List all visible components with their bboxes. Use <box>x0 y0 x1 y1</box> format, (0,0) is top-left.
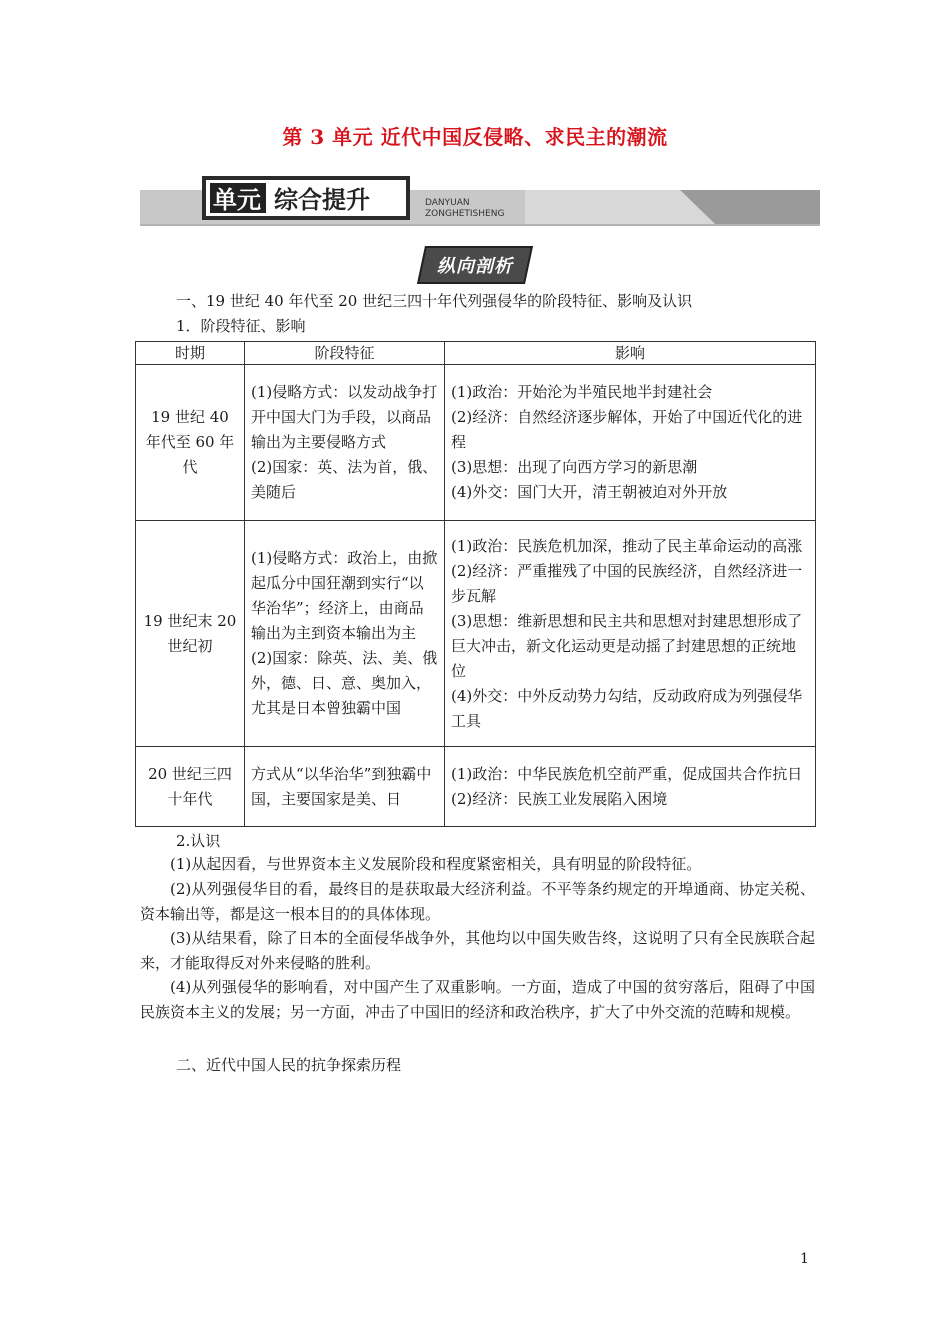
heading-1: 一、19 世纪 40 年代至 20 世纪三四十年代列强侵华的阶段特征、影响及认识 <box>176 292 693 310</box>
impact-cell: (1)政治：民族危机加深，推动了民主革命运动的高涨 (2)经济：严重摧残了中国的民族经济，自然经济进一步瓦解 (3)思想：维新思想和民主共和思想对封建思想形成了巨大冲击，新文化运动更是动摇了封建思想的正统地位 (4)外交：中外反动势力勾结，反动政府成为列强侵华工具 <box>445 521 816 747</box>
period-cell: 19 世纪末 20 世纪初 <box>136 521 245 747</box>
point-3: (3)从结果看，除了日本的全面侵华战争外，其他均以中国失败告终，这说明了只有全民族联合起来，才能取得反对外来侵略的胜利。 <box>140 929 815 972</box>
section-badge: 纵向剖析 <box>417 246 533 284</box>
stage-table <box>135 341 816 827</box>
header-features: 阶段特征 <box>245 342 445 365</box>
point-4: (4)从列强侵华的影响看，对中国产生了双重影响。一方面，造成了中国的贫穷落后，阻碍了中国民族资本主义的发展；另一方面，冲击了中国旧的经济和政治秩序，扩大了中外交流的范畴和规模。 <box>140 978 815 1021</box>
impact-cell: (1)政治：开始沦为半殖民地半封建社会 (2)经济：自然经济逐步解体，开始了中国近代化的进程 (3)思想：出现了向西方学习的新思潮 (4)外交：国门大开，清王朝被迫对外开放 <box>445 365 816 521</box>
features-cell: (1)侵略方式：政治上，由掀起瓜分中国狂潮到实行“以华治华”；经济上，由商品输出为主到资本输出为主 (2)国家：除英、法、美、俄外，德、日、意、奥加入，尤其是日本曾独霸中国 <box>245 521 445 747</box>
table-row <box>136 521 816 747</box>
subheading-2: 2.认识 <box>176 832 221 850</box>
point-1: (1)从起因看，与世界资本主义发展阶段和程度紧密相关，具有明显的阶段特征。 <box>170 855 702 873</box>
banner-sub-2: ZONGHETISHENG <box>425 209 505 219</box>
period-cell: 20 世纪三四十年代 <box>136 747 245 827</box>
subheading-1: 1．阶段特征、影响 <box>176 317 306 335</box>
impact-cell: (1)政治：中华民族危机空前严重，促成国共合作抗日 (2)经济：民族工业发展陷入困境 <box>445 747 816 827</box>
header-period: 时期 <box>136 342 245 365</box>
table-header-row <box>136 342 816 365</box>
heading-2: 二、近代中国人民的抗争探索历程 <box>176 1056 402 1074</box>
unit-banner <box>140 170 820 226</box>
banner-sub-1: DANYUAN <box>425 198 470 208</box>
period-cell: 19 世纪 40 年代至 60 年代 <box>136 365 245 521</box>
features-cell: 方式从“以华治华”到独霸中国，主要国家是美、日 <box>245 747 445 827</box>
page-number: 1 <box>800 1251 809 1267</box>
point-2: (2)从列强侵华目的看，最终目的是获取最大经济利益。不平等条约规定的开埠通商、协定关税、资本输出等，都是这一根本目的的具体体现。 <box>140 880 815 923</box>
features-cell: (1)侵略方式：以发动战争打开中国大门为手段，以商品输出为主要侵略方式 (2)国家：英、法为首，俄、美随后 <box>245 365 445 521</box>
table-row <box>136 747 816 827</box>
table-row <box>136 365 816 521</box>
banner-main-text: 单元 综合提升 <box>213 186 370 214</box>
page-title: 第 3 单元 近代中国反侵略、求民主的潮流 <box>282 125 668 149</box>
header-impact: 影响 <box>445 342 816 365</box>
